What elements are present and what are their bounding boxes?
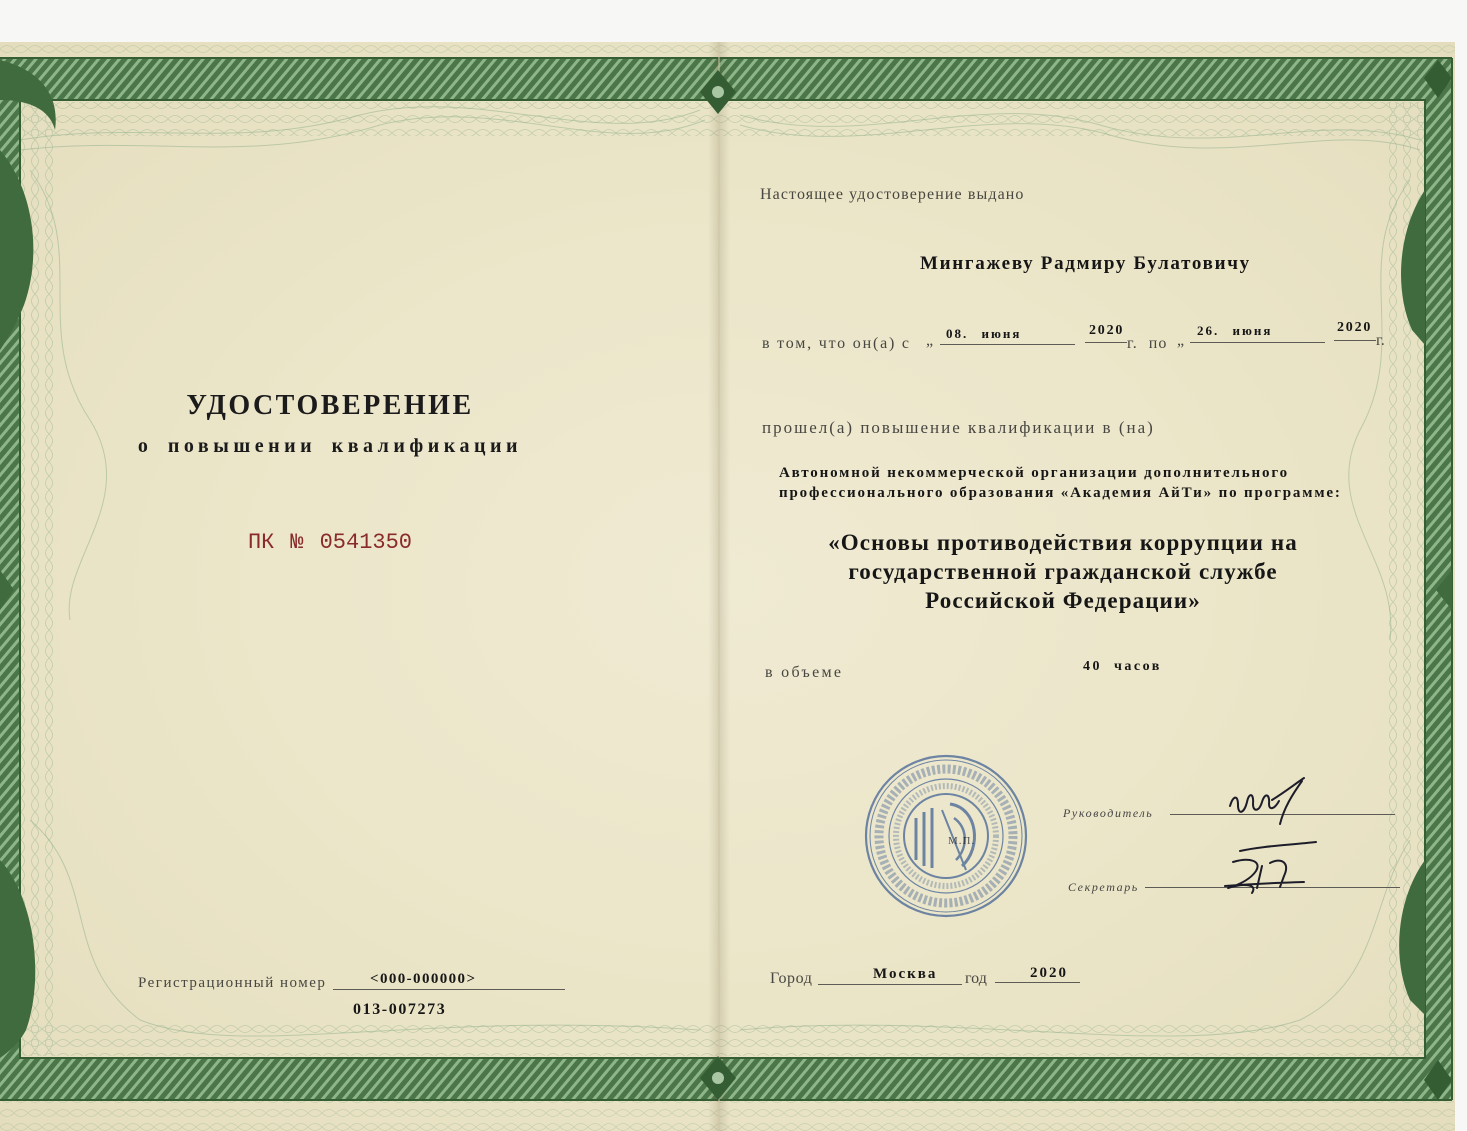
document-subtitle: о повышении квалификации (137, 435, 523, 457)
end-year: 2020 (1337, 320, 1373, 335)
training-label: прошел(а) повышение квалификации в (на) (762, 418, 1155, 437)
secretary-signature (1225, 842, 1316, 893)
secretary-signature-label: Секретарь (1068, 880, 1139, 894)
end-date: 26. июня (1197, 323, 1273, 338)
period-middle: г. по (1127, 335, 1168, 352)
program-title-line-1: «Основы противодействия коррупции на (828, 530, 1298, 555)
head-signature-label: Руководитель (1063, 806, 1154, 820)
city-value: Москва (873, 966, 938, 982)
period-suffix: г. (1376, 332, 1385, 349)
serial-number-value: 0541350 (319, 530, 413, 555)
year-label: год (965, 970, 987, 987)
organization-line-2: профессионального образования «Академия АйТи» по программе: (779, 485, 1342, 501)
organization-line-1: Автономной некоммерческой организации дополнительного (779, 465, 1290, 481)
year-value: 2020 (1030, 965, 1068, 981)
registration-label: Регистрационный номер (138, 975, 327, 991)
volume-value: 40 часов (1083, 659, 1162, 674)
registration-template: <000-000000> (370, 971, 477, 987)
period-open-quote-1: „ (926, 332, 934, 349)
document-title: УДОСТОВЕРЕНИЕ (186, 390, 474, 421)
serial-number-sign: № (290, 530, 304, 555)
city-label: Город (770, 970, 813, 987)
recipient-name: Мингажеву Радмиру Булатовичу (920, 253, 1251, 274)
head-signature (1230, 778, 1304, 824)
start-year: 2020 (1089, 323, 1125, 338)
registration-number: 013-007273 (353, 1001, 447, 1018)
period-open-quote-2: „ (1177, 332, 1185, 349)
seal-place-mark: М.П. (948, 835, 976, 847)
start-date: 08. июня (946, 326, 1022, 341)
volume-label: в объеме (765, 664, 844, 681)
program-title-line-2: государственной гражданской службе (848, 559, 1278, 584)
serial-series: ПК (247, 530, 275, 555)
program-title-line-3: Российской Федерации» (925, 588, 1201, 613)
issued-label: Настоящее удостоверение выдано (760, 186, 1025, 203)
period-prefix: в том, что он(а) с (762, 335, 911, 352)
